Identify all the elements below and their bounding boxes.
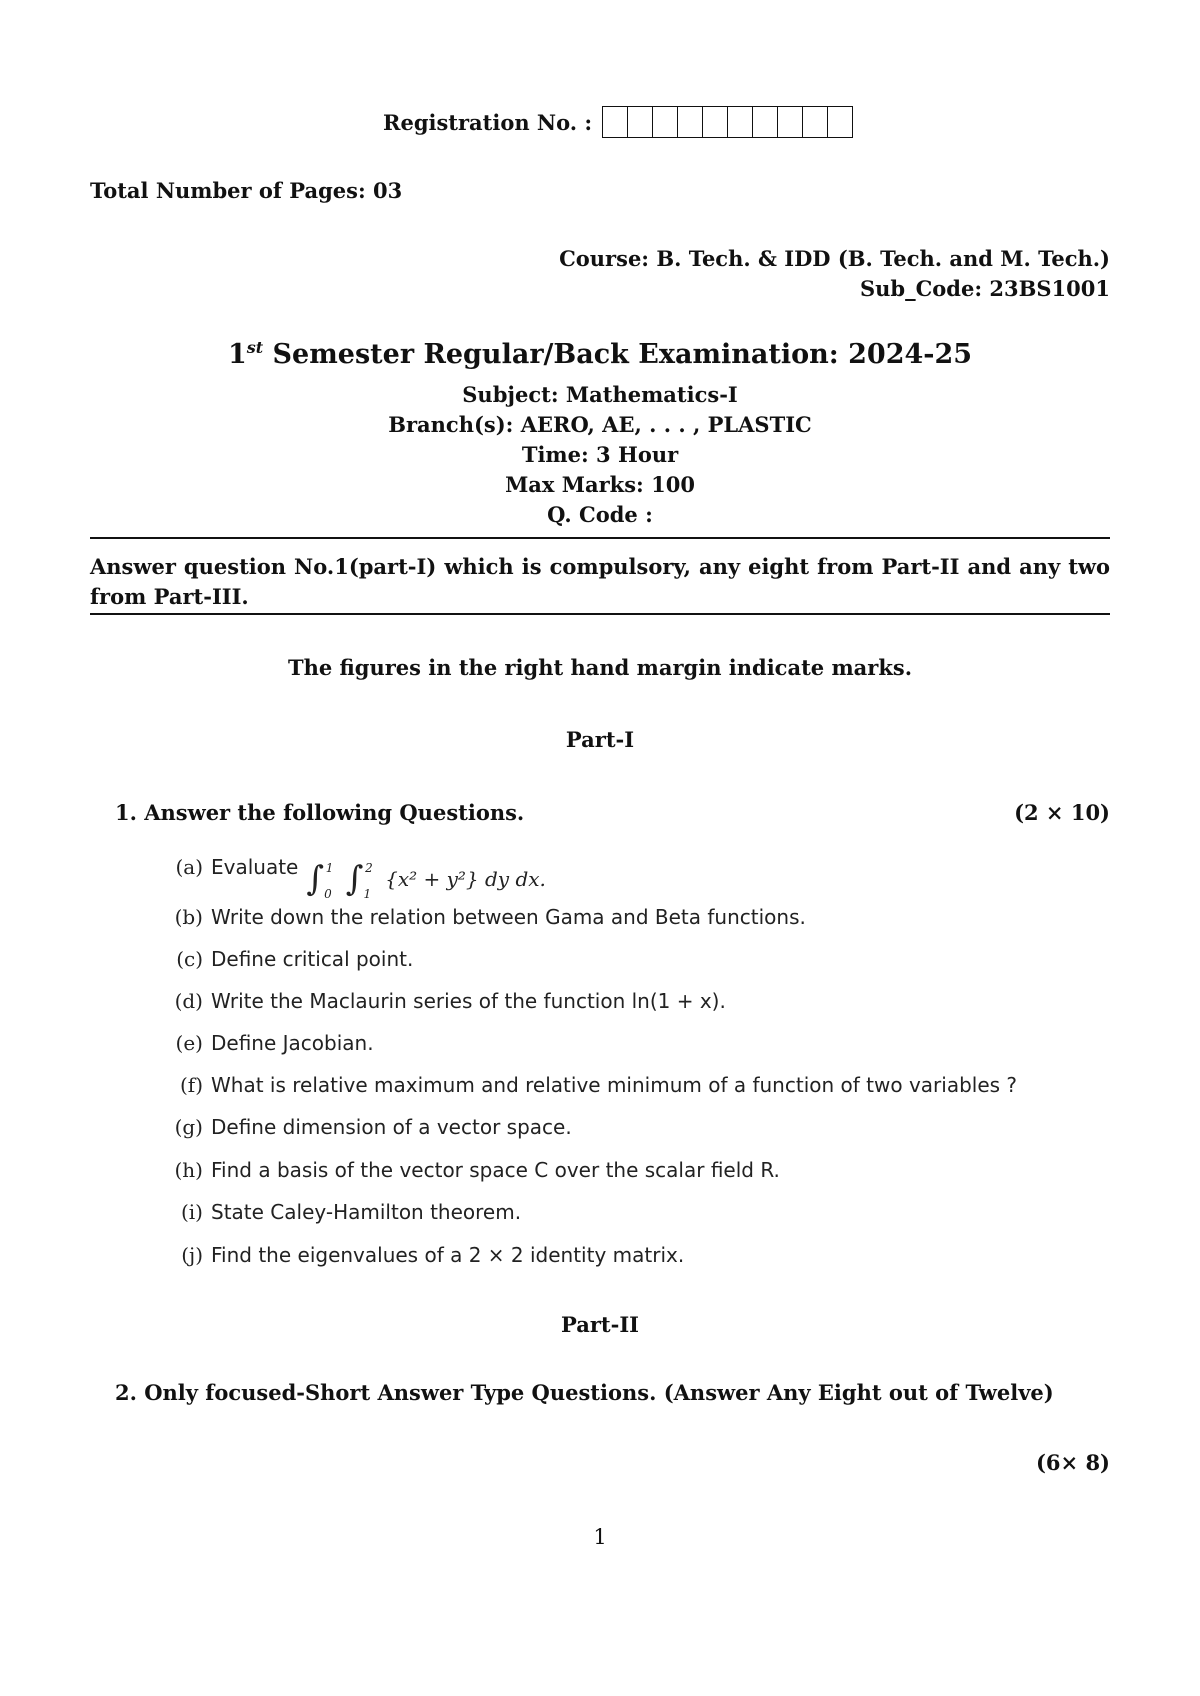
- max-marks: Max Marks: 100: [505, 472, 695, 497]
- sub-question-h: [155, 1158, 780, 1182]
- registration-box[interactable]: [703, 107, 728, 137]
- sub-question-label: (f): [179, 1073, 203, 1097]
- sub-question-label: (d): [174, 989, 203, 1013]
- question-1-text: 1. Answer the following Questions.: [115, 800, 525, 825]
- semester-superscript: st: [246, 338, 264, 357]
- sub-question-label: (i): [180, 1200, 203, 1224]
- registration-box[interactable]: [678, 107, 703, 137]
- registration-box[interactable]: [603, 107, 628, 137]
- sub-question-g: [155, 1115, 572, 1139]
- double-integral: $\int_0^1$ $\int_1^2$ {x² + y²} dy dx.: [306, 859, 546, 901]
- branch: Branch(s): AERO, AE, . . . , PLASTIC: [388, 412, 812, 437]
- question-2-marks: (6× 8): [1035, 1450, 1110, 1475]
- divider: [90, 537, 1110, 539]
- registration-box[interactable]: [753, 107, 778, 137]
- question-2: 2. Only focused-Short Answer Type Questions. (Answer Any Eight out of Twelve): [115, 1380, 1054, 1405]
- question-1: [115, 800, 1110, 825]
- course-line: Course: B. Tech. & IDD (B. Tech. and M. Tech.): [559, 246, 1110, 271]
- divider: [90, 613, 1110, 615]
- exam-title: 1st Semester Regular/Back Examination: 2024-25: [227, 338, 973, 370]
- q-code: Q. Code :: [547, 502, 653, 527]
- sub-question-text: What is relative maximum and relative minimum of a function of two variables ?: [211, 1073, 1018, 1097]
- sub-question-text: Define dimension of a vector space.: [211, 1115, 572, 1139]
- sub-question-a: [155, 855, 546, 901]
- sub-question-text: Evaluate: [211, 855, 299, 879]
- sub-question-text: Write the Maclaurin series of the function ln(1 + x).: [211, 989, 726, 1013]
- figures-note: The figures in the right hand margin indicate marks.: [287, 655, 913, 680]
- total-pages: Total Number of Pages: 03: [90, 178, 403, 203]
- sub-question-label: (g): [174, 1115, 203, 1139]
- integrand: {x² + y²} dy dx.: [385, 867, 546, 891]
- sub-question-i: [155, 1200, 521, 1224]
- part-1-heading: Part-I: [565, 727, 635, 752]
- registration-box[interactable]: [628, 107, 653, 137]
- sub-question-label: (c): [176, 947, 203, 971]
- sub-question-f: [155, 1073, 1017, 1097]
- question-1-marks: (2 × 10): [1014, 800, 1110, 825]
- registration-box[interactable]: [803, 107, 828, 137]
- registration-box[interactable]: [828, 107, 852, 137]
- sub-code: Sub_Code: 23BS1001: [859, 276, 1110, 301]
- subject: Subject: Mathematics-I: [462, 382, 738, 407]
- sub-question-label: (h): [174, 1158, 203, 1182]
- sub-question-label: (b): [174, 905, 203, 929]
- registration-box[interactable]: [778, 107, 803, 137]
- registration-box[interactable]: [653, 107, 678, 137]
- course-info: [559, 244, 1110, 304]
- sub-question-text: Find the eigenvalues of a 2 × 2 identity matrix.: [211, 1243, 685, 1267]
- sub-question-b: [155, 905, 806, 929]
- registration-boxes[interactable]: [602, 106, 853, 138]
- registration-label: Registration No. :: [383, 109, 593, 135]
- sub-question-text: Find a basis of the vector space C over the scalar field R.: [211, 1158, 780, 1182]
- sub-question-d: [155, 989, 726, 1013]
- sub-question-c: [155, 947, 413, 971]
- exam-title-text: Semester Regular/Back Examination: 2024-25: [263, 339, 973, 370]
- part-2-heading: Part-II: [561, 1312, 639, 1337]
- sub-question-label: (e): [175, 1031, 203, 1055]
- instruction: Answer question No.1(part-I) which is compulsory, any eight from Part-II and any two from Part-III.: [90, 554, 1110, 609]
- sub-question-text: Write down the relation between Gama and Beta functions.: [211, 905, 806, 929]
- sub-question-text: Define Jacobian.: [211, 1031, 374, 1055]
- sub-question-text: Define critical point.: [211, 947, 414, 971]
- sub-question-label: (a): [175, 855, 203, 879]
- registration-row: [383, 106, 853, 138]
- sub-question-e: [155, 1031, 374, 1055]
- exam-meta: [0, 380, 1200, 530]
- page-number: 1: [593, 1525, 607, 1549]
- sub-question-j: [155, 1243, 684, 1267]
- registration-box[interactable]: [728, 107, 753, 137]
- time: Time: 3 Hour: [521, 442, 679, 467]
- sub-question-text: State Caley-Hamilton theorem.: [211, 1200, 522, 1224]
- sub-question-label: (j): [181, 1243, 203, 1267]
